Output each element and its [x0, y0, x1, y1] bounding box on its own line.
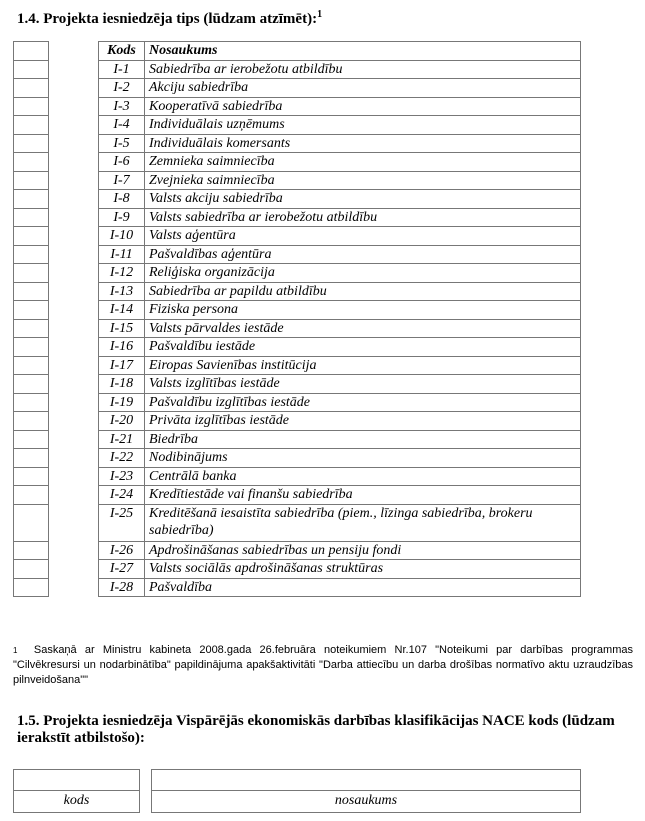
row-code: I-3	[99, 97, 145, 116]
table-row	[99, 282, 581, 301]
table-row	[99, 116, 581, 135]
row-name: Nodibinājums	[145, 449, 581, 468]
row-name: Zemnieka saimniecība	[145, 153, 581, 172]
nace-name-label: nosaukums	[334, 793, 398, 808]
table-row	[99, 375, 581, 394]
checkbox-cell[interactable]	[14, 560, 49, 579]
table-row	[99, 134, 581, 153]
row-code: I-9	[99, 208, 145, 227]
row-name: Centrālā banka	[145, 467, 581, 486]
footnote	[13, 643, 633, 688]
checkbox-cell[interactable]	[14, 393, 49, 412]
row-code: I-23	[99, 467, 145, 486]
row-code: I-20	[99, 412, 145, 431]
row-name: Kooperatīvā sabiedrība	[145, 97, 581, 116]
row-name: Pašvaldību izglītības iestāde	[145, 393, 581, 412]
checkbox-column	[13, 41, 49, 597]
row-code: I-26	[99, 541, 145, 560]
checkbox-cell[interactable]	[14, 227, 49, 246]
checkbox-cell[interactable]	[14, 97, 49, 116]
row-name: Sabiedrība ar papildu atbildību	[145, 282, 581, 301]
checkbox-cell[interactable]	[14, 301, 49, 320]
row-name: Sabiedrība ar ierobežotu atbildību	[145, 60, 581, 79]
checkbox-header-cell	[14, 42, 49, 61]
table-row	[99, 245, 581, 264]
table-row	[99, 412, 581, 431]
row-name: Valsts izglītības iestāde	[145, 375, 581, 394]
row-name: Kreditēšanā iesaistīta sabiedrība (piem., līzinga sabiedrība, brokeru sabiedrība)	[145, 504, 581, 541]
row-name: Valsts pārvaldes iestāde	[145, 319, 581, 338]
applicant-type-table	[98, 41, 581, 597]
row-name: Valsts akciju sabiedrība	[145, 190, 581, 209]
row-code: I-7	[99, 171, 145, 190]
row-name: Pašvaldība	[145, 578, 581, 597]
row-code: I-24	[99, 486, 145, 505]
row-code: I-27	[99, 560, 145, 579]
row-name: Pašvaldību iestāde	[145, 338, 581, 357]
row-name: Biedrība	[145, 430, 581, 449]
table-row	[99, 227, 581, 246]
row-code: I-13	[99, 282, 145, 301]
row-code: I-4	[99, 116, 145, 135]
table-header-row	[99, 42, 581, 61]
table-row	[99, 430, 581, 449]
table-row	[99, 338, 581, 357]
header-code: Kods	[99, 42, 145, 61]
checkbox-cell[interactable]	[14, 116, 49, 135]
row-name: Kredītiestāde vai finanšu sabiedrība	[145, 486, 581, 505]
row-code: I-1	[99, 60, 145, 79]
section-1-4-title	[17, 6, 322, 28]
row-name: Akciju sabiedrība	[145, 79, 581, 98]
table-row	[99, 467, 581, 486]
table-row	[99, 560, 581, 579]
footnote-reference: 1	[317, 9, 323, 20]
table-row	[99, 171, 581, 190]
row-code: I-18	[99, 375, 145, 394]
checkbox-cell[interactable]	[14, 134, 49, 153]
table-row	[99, 486, 581, 505]
nace-code-field[interactable]	[13, 769, 140, 813]
row-code: I-17	[99, 356, 145, 375]
row-name: Valsts sabiedrība ar ierobežotu atbildību	[145, 208, 581, 227]
checkbox-cell[interactable]	[14, 79, 49, 98]
row-code: I-12	[99, 264, 145, 283]
checkbox-cell[interactable]	[14, 60, 49, 79]
table-row	[99, 393, 581, 412]
row-name: Eiropas Savienības institūcija	[145, 356, 581, 375]
row-name: Fiziska persona	[145, 301, 581, 320]
row-name: Reliģiska organizācija	[145, 264, 581, 283]
table-row	[99, 264, 581, 283]
section-1-4-title-text: 1.4. Projekta iesniedzēja tips (lūdzam atzīmēt):	[17, 11, 318, 27]
checkbox-cell[interactable]	[14, 541, 49, 560]
checkbox-cell[interactable]	[14, 467, 49, 486]
checkbox-cell[interactable]	[14, 264, 49, 283]
checkbox-cell[interactable]	[14, 245, 49, 264]
row-name: Apdrošināšanas sabiedrības un pensiju fondi	[145, 541, 581, 560]
table-row	[99, 504, 581, 541]
checkbox-cell[interactable]	[14, 153, 49, 172]
row-name: Zvejnieka saimniecība	[145, 171, 581, 190]
row-name: Pašvaldības aģentūra	[145, 245, 581, 264]
row-code: I-15	[99, 319, 145, 338]
table-row	[99, 301, 581, 320]
table-row	[99, 153, 581, 172]
row-code: I-19	[99, 393, 145, 412]
checkbox-cell[interactable]	[14, 449, 49, 468]
table-row	[99, 578, 581, 597]
footnote-text: Saskaņā ar Ministru kabineta 2008.gada 26.februāra noteikumiem Nr.107 "Noteikumi par darbības programmas "Cilvēkresursi un nodarbinātība" papildinājuma apakšaktivitāti "Darba attiecību un darba drošības normatīvo aktu uzraudzības pilnveidošana""	[13, 644, 633, 686]
checkbox-cell[interactable]	[14, 319, 49, 338]
row-code: I-2	[99, 79, 145, 98]
checkbox-cell[interactable]	[14, 171, 49, 190]
row-name: Valsts sociālās apdrošināšanas struktūras	[145, 560, 581, 579]
table-row	[99, 208, 581, 227]
row-code: I-25	[99, 504, 145, 541]
checkbox-cell[interactable]	[14, 486, 49, 505]
row-code: I-11	[99, 245, 145, 264]
row-code: I-14	[99, 301, 145, 320]
table-row	[99, 356, 581, 375]
row-name: Individuālais uzņēmums	[145, 116, 581, 135]
checkbox-cell[interactable]	[14, 430, 49, 449]
row-code: I-8	[99, 190, 145, 209]
table-row	[99, 79, 581, 98]
nace-code-label: kods	[63, 793, 90, 808]
row-code: I-28	[99, 578, 145, 597]
row-code: I-22	[99, 449, 145, 468]
header-name: Nosaukums	[145, 42, 581, 61]
row-code: I-16	[99, 338, 145, 357]
checkbox-cell[interactable]	[14, 504, 49, 541]
nace-name-field[interactable]	[151, 769, 581, 813]
field-divider	[152, 790, 580, 791]
row-code: I-6	[99, 153, 145, 172]
checkbox-cell[interactable]	[14, 578, 49, 597]
checkbox-cell[interactable]	[14, 190, 49, 209]
table-row	[99, 449, 581, 468]
field-divider	[14, 790, 139, 791]
row-name: Individuālais komersants	[145, 134, 581, 153]
table-row	[99, 60, 581, 79]
row-code: I-21	[99, 430, 145, 449]
table-row	[99, 97, 581, 116]
row-code: I-5	[99, 134, 145, 153]
checkbox-cell[interactable]	[14, 282, 49, 301]
table-row	[99, 190, 581, 209]
table-row	[99, 541, 581, 560]
checkbox-cell[interactable]	[14, 338, 49, 357]
checkbox-cell[interactable]	[14, 208, 49, 227]
table-row	[99, 319, 581, 338]
row-name: Privāta izglītības iestāde	[145, 412, 581, 431]
row-code: I-10	[99, 227, 145, 246]
checkbox-cell[interactable]	[14, 356, 49, 375]
row-name: Valsts aģentūra	[145, 227, 581, 246]
checkbox-cell[interactable]	[14, 375, 49, 394]
checkbox-cell[interactable]	[14, 412, 49, 431]
footnote-marker: 1	[13, 646, 18, 655]
section-1-5-title: 1.5. Projekta iesniedzēja Vispārējās ekonomiskās darbības klasifikācijas NACE kods (lūdzam ierakstīt atbilstošo):	[17, 713, 615, 746]
